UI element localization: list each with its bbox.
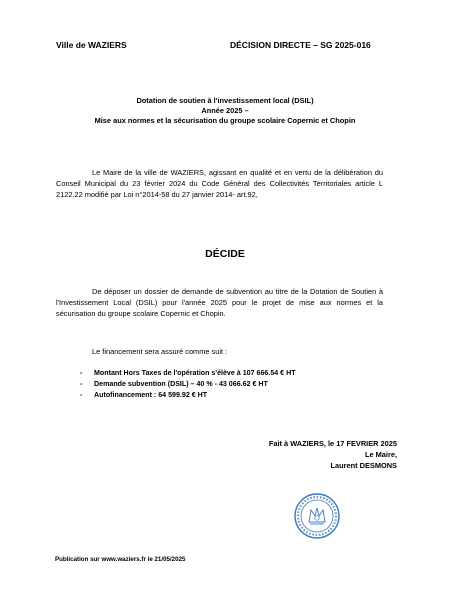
place-date: Fait à WAZIERS, le 17 FEVRIER 2025 — [268, 439, 397, 448]
title-line-3: Mise aux normes et la sécurisation du groupe scolaire Copernic et Chopin — [94, 116, 356, 126]
decision-reference: DÉCISION DIRECTE – SG 2025-016 — [230, 40, 371, 50]
title-line-2: Année 2025 – — [201, 106, 249, 116]
body-text: De déposer un dossier de demande de subvention au titre de la Dotation de Soutien à l'Investissement Local (DSIL) pour l'année 2025 pour le projet de mise aux normes et la sécurisation du groupe scolaire Copernic et Chopin. — [56, 287, 383, 318]
title-line-1: Dotation de soutien à l'investissement local (DSIL) — [136, 96, 314, 105]
document-title — [40, 96, 410, 127]
signer-role: Le Maire, — [364, 450, 397, 459]
intro-text: Le Maire de la ville de WAZIERS, agissant en qualité et en vertu de la délibération du Conseil Municipal du 23 février 2024 du Code Général des Collectivités Territoriales article L 2122.22 modifié par Loi n°2014-58 du 27 janvier 2014- art.92, — [56, 168, 383, 199]
publication-footer: Publication sur www.waziers.fr le 21/05/2025 — [55, 556, 186, 563]
signature-block — [220, 438, 397, 471]
signer-name: Laurent DESMONS — [330, 461, 397, 470]
town-name: Ville de WAZIERS — [56, 40, 127, 50]
list-item: - Demande subvention (DSIL) – 40 % - 43 066.62 € HT — [80, 379, 296, 390]
list-item: - Autofinancement : 64 599.92 € HT — [80, 390, 296, 401]
financing-intro: Le financement sera assuré comme suit : — [92, 347, 228, 356]
intro-paragraph — [56, 167, 383, 200]
decide-heading: DÉCIDE — [205, 248, 245, 260]
financing-list — [80, 368, 296, 402]
body-paragraph — [56, 286, 383, 319]
list-item: - Montant Hors Taxes de l'opération s'élève à 107 666.54 € HT — [80, 368, 296, 379]
official-seal-icon — [293, 492, 341, 540]
